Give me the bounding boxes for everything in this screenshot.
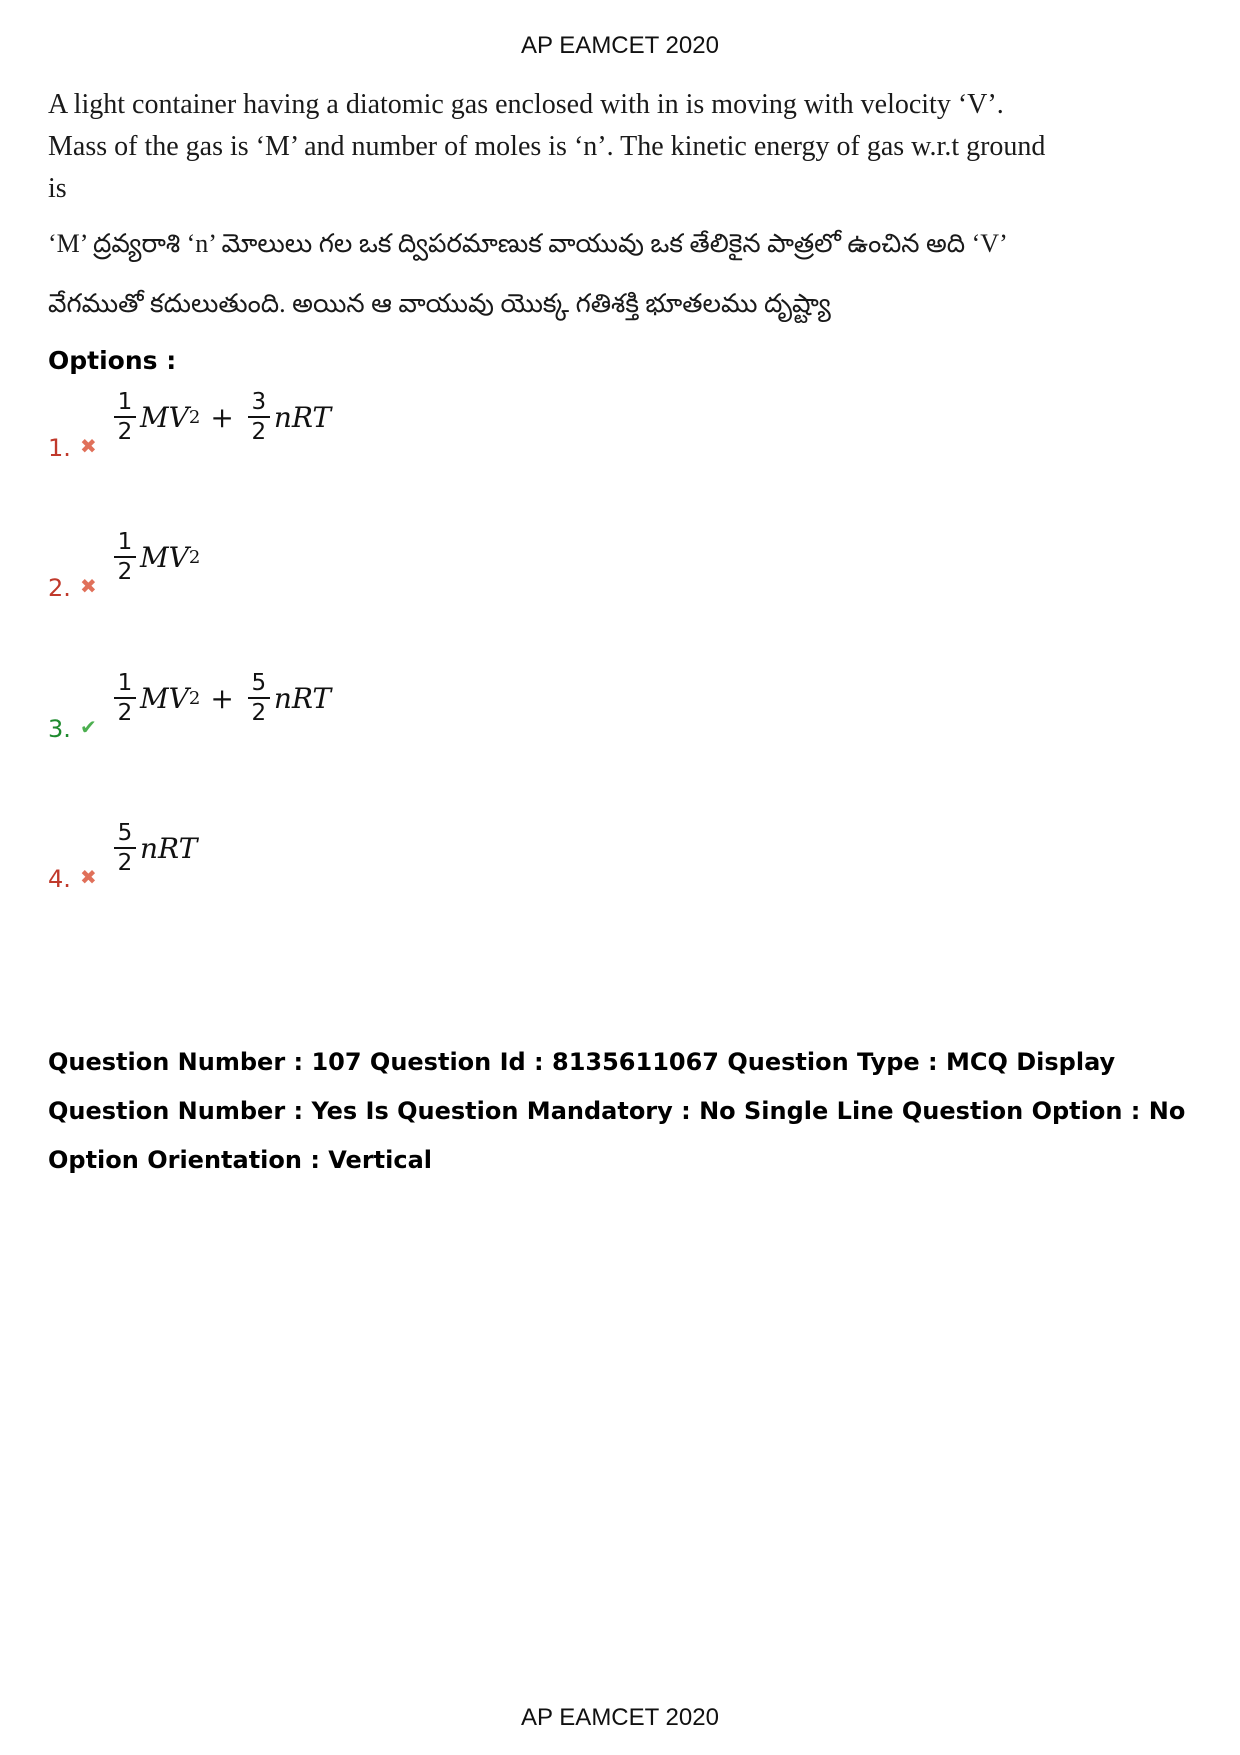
option-1[interactable] [48,372,648,462]
formula-term: nRT [273,400,332,434]
fraction-denominator: 2 [117,559,133,585]
page-footer: AP EAMCET 2020 [521,1704,719,1731]
fraction-denominator: 2 [251,419,267,445]
fraction-numerator: 5 [117,820,133,846]
exponent: 2 [188,406,201,428]
exponent: 2 [188,687,201,709]
fraction [248,388,270,446]
plus-operator: + [210,681,234,715]
fraction [114,528,136,586]
option-formula [110,372,331,462]
fraction-denominator: 2 [117,850,133,876]
formula-term: nRT [273,681,332,715]
question-text-english: A light container having a diatomic gas enclosed with in is moving with velocity ‘V’. Mass of the gas is ‘M’ and number of moles is ‘n’. The kinetic energy of gas w.r.t ground is [48,89,1046,204]
fraction [114,819,136,877]
formula-term: MV [140,400,189,434]
fraction-numerator: 5 [251,670,267,696]
question-text-telugu: ‘M’ ద్రవ్యరాశి ‘n’ మోలులు గల ఒక ద్విపరమాణుక వాయువు ఒక తేలికైన పాత్రలో ఉంచిన అది ‘V’ వేగముతో కదులుతుంది. అయిన ఆ వాయువు యొక్క గతిశక్తి భూతలము దృష్ట్యా [48,229,1006,318]
option-number: 1. [48,434,71,462]
option-number: 3. [48,715,71,743]
option-number: 4. [48,865,71,893]
option-formula [110,512,200,602]
option-2[interactable] [48,512,648,602]
option-formula [110,653,331,743]
check-icon: ✔ [80,715,97,739]
cross-icon: ✖ [80,574,97,598]
fraction-denominator: 2 [251,700,267,726]
option-number: 2. [48,574,71,602]
option-formula [110,803,197,893]
fraction [114,669,136,727]
page-header: AP EAMCET 2020 [521,32,719,59]
fraction-numerator: 1 [117,670,133,696]
exponent: 2 [188,546,201,568]
cross-icon: ✖ [80,865,97,889]
option-4[interactable] [48,803,648,893]
fraction-numerator: 3 [251,389,267,415]
cross-icon: ✖ [80,434,97,458]
option-3[interactable] [48,653,648,743]
options-label: Options : [48,346,177,375]
fraction [248,669,270,727]
fraction-denominator: 2 [117,419,133,445]
fraction [114,388,136,446]
question-metadata: Question Number : 107 Question Id : 8135611067 Question Type : MCQ Display Question Number : Yes Is Question Mandatory : No Single Line Question Option : No Option Orientation : Vertical [48,1048,1186,1174]
formula-term: MV [140,681,189,715]
plus-operator: + [210,400,234,434]
formula-term: nRT [140,831,198,865]
formula-term: MV [140,540,189,574]
fraction-numerator: 1 [117,389,133,415]
fraction-denominator: 2 [117,700,133,726]
fraction-numerator: 1 [117,529,133,555]
